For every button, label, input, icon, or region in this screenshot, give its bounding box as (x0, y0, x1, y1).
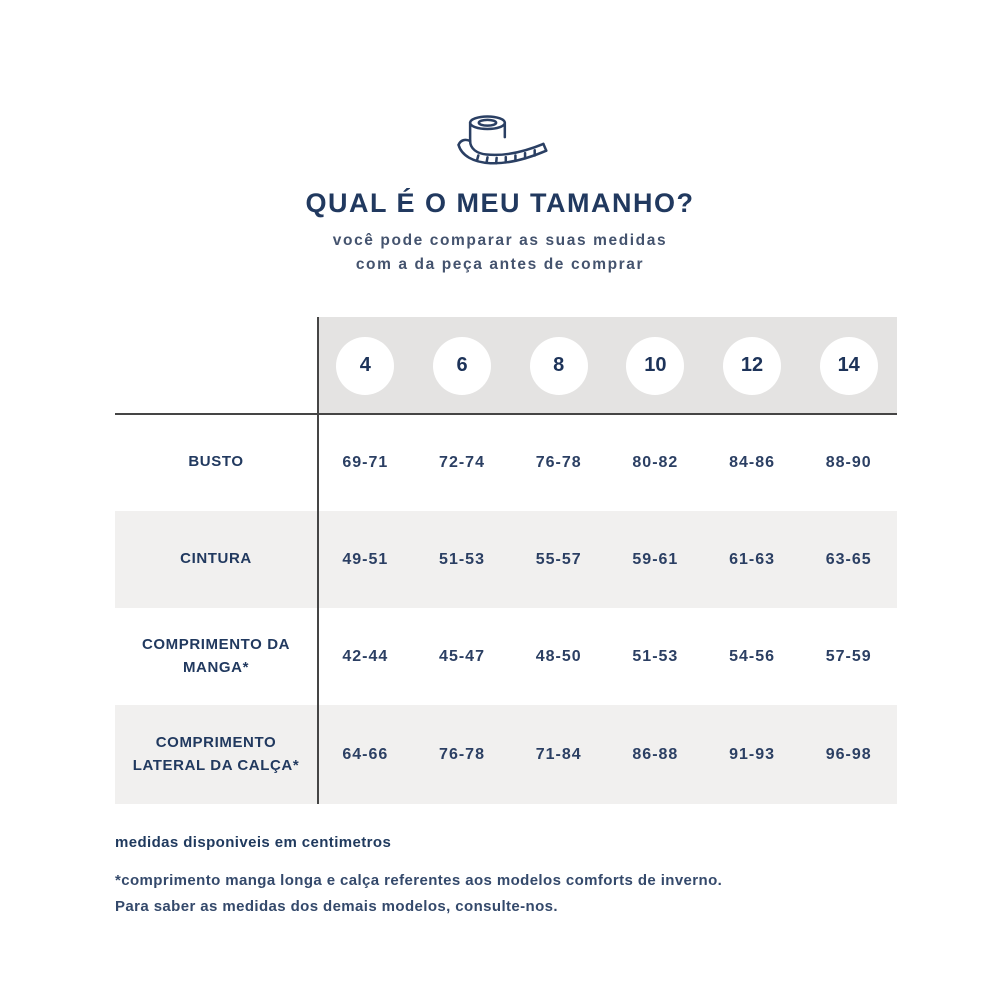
table-cell: 55-57 (535, 550, 582, 568)
size-header-row (115, 317, 897, 414)
size-circle-12: 12 (723, 337, 781, 395)
table-cell: 54-56 (729, 647, 775, 665)
table-cell: 51-53 (632, 647, 679, 665)
table-cell: 96-98 (825, 745, 872, 763)
table-cell: 76-78 (535, 453, 582, 471)
table-horizontal-rule (115, 413, 897, 415)
table-cell: 42-44 (342, 647, 389, 665)
table-cell: 80-82 (632, 453, 679, 471)
table-cell: 88-90 (825, 453, 872, 471)
table-cell: 72-74 (439, 453, 485, 471)
table-cell: 57-59 (825, 647, 872, 665)
table-row-comprimento-manga (115, 608, 897, 705)
sizes-band (317, 317, 897, 414)
table-cell: 45-47 (439, 647, 485, 665)
table-vertical-rule (317, 317, 319, 804)
size-circle-6: 6 (433, 337, 491, 395)
table-row-busto (115, 414, 897, 511)
table-cell: 91-93 (729, 745, 775, 763)
table-cell: 49-51 (342, 550, 389, 568)
units-note: medidas disponiveis em centimetros (115, 834, 392, 852)
table-cell: 69-71 (342, 453, 389, 471)
row-label: COMPRIMENTO LATERAL DA CALÇA* (132, 734, 300, 774)
table-cell: 84-86 (729, 453, 775, 471)
row-label: COMPRIMENTO DA MANGA* (141, 636, 291, 676)
size-circle-10: 10 (626, 337, 684, 395)
table-cell: 64-66 (342, 745, 389, 763)
page-title: QUAL É O MEU TAMANHO? (305, 188, 695, 218)
table-corner-cell (115, 317, 317, 414)
subtitle-line-1: você pode comparar as suas medidas (332, 232, 668, 249)
subtitle-line-2: com a da peça antes de comprar (355, 256, 645, 274)
table-cell: 48-50 (535, 647, 582, 665)
size-table (115, 317, 897, 804)
asterisk-note-line-2: Para saber as medidas dos demais modelos, consulte-nos. (115, 898, 558, 916)
row-label: CINTURA (180, 550, 252, 568)
size-circle-14: 14 (820, 337, 878, 395)
footnotes (115, 834, 1000, 921)
table-cell: 76-78 (439, 745, 485, 763)
asterisk-note-line-1: *comprimento manga longa e calça referentes aos modelos comforts de inverno. (115, 872, 723, 890)
page-subtitle (0, 229, 1000, 277)
measuring-tape-icon (0, 110, 1000, 176)
size-circle-8: 8 (530, 337, 588, 395)
table-cell: 71-84 (535, 745, 582, 763)
table-cell: 63-65 (825, 550, 872, 568)
table-row-cintura (115, 511, 897, 608)
size-circle-4: 4 (336, 337, 394, 395)
table-cell: 61-63 (729, 550, 775, 568)
table-row-comprimento-lateral-calca (115, 705, 897, 804)
table-cell: 86-88 (632, 745, 679, 763)
table-cell: 59-61 (632, 550, 679, 568)
asterisk-note (115, 868, 1000, 921)
table-cell: 51-53 (439, 550, 485, 568)
row-label: BUSTO (188, 453, 244, 471)
